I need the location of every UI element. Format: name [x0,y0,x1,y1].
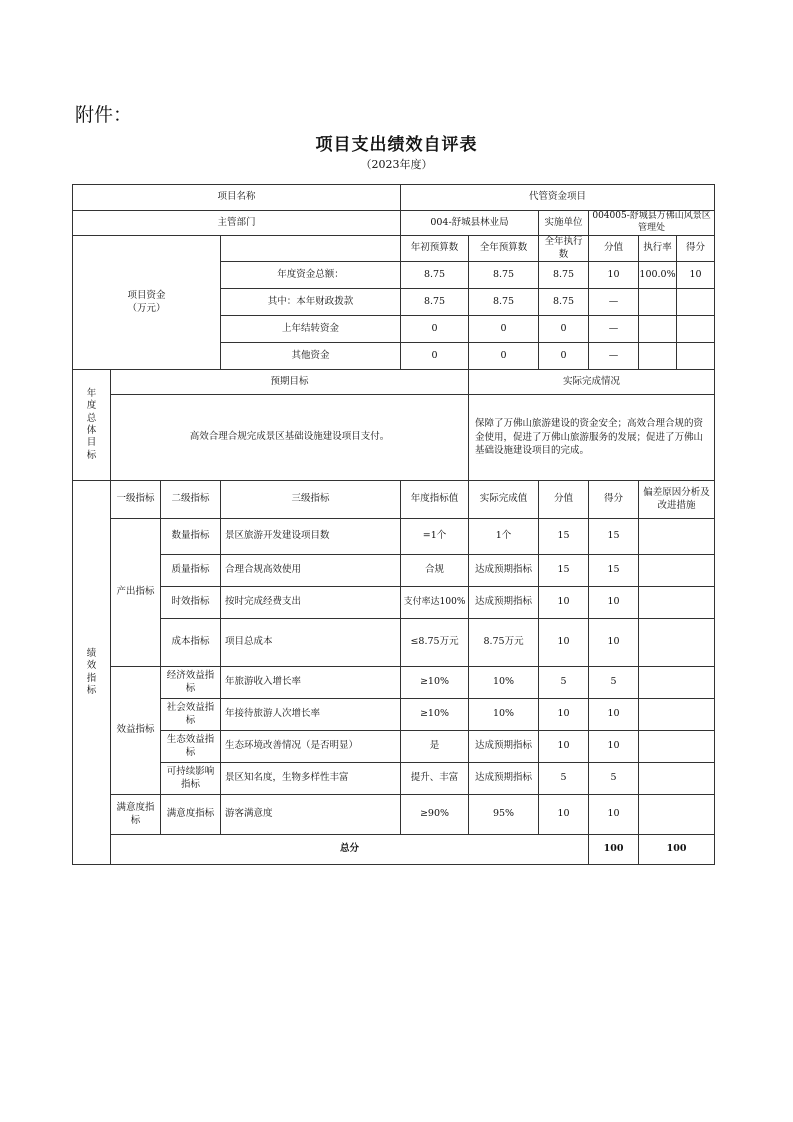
page-title: 项目支出绩效自评表 [315,135,478,155]
performance-char: 绩 [86,647,97,659]
indicator-target: 合规 [401,555,469,587]
funds-cell-pair [639,316,715,343]
indicator-level3: 景区知名度，生物多样性丰富 [221,763,401,795]
indicator-row [73,731,715,763]
indicator-level3: 合理合规高效使用 [221,555,401,587]
header-target: 年度指标值 [401,481,469,519]
indicator-target: ≤8.75万元 [401,619,469,667]
indicator-actual: 10% [469,667,539,699]
indicator-actual: 达成预期指标 [469,731,539,763]
header-score: 得分 [589,481,639,519]
indicator-weight: 10 [539,619,589,667]
performance-header-row [73,481,715,519]
indicator-note [639,519,715,555]
funds-cell: — [589,343,639,370]
funds-row-label: 年度资金总额： [221,262,401,289]
header-level1: 一级指标 [111,481,161,519]
indicator-actual: 10% [469,699,539,731]
header-actual: 实际完成值 [469,481,539,519]
header-level2: 二级指标 [161,481,221,519]
indicator-row [73,619,715,667]
expected-goal-header: 预期目标 [111,370,469,395]
funds-cell-pair [639,289,715,316]
funds-cell: 8.75 [469,262,539,289]
indicator-weight: 5 [539,763,589,795]
funds-row-label: 上年结转资金 [221,316,401,343]
indicator-note [639,619,715,667]
funds-cell: 8.75 [539,289,589,316]
indicator-weight: 10 [539,587,589,619]
funds-cell: 8.75 [469,289,539,316]
total-score: 100 [639,835,715,865]
indicator-level3: 生态环境改善情况（是否明显） [221,731,401,763]
indicator-note [639,587,715,619]
indicator-row [73,763,715,795]
indicator-level3: 年旅游收入增长率 [221,667,401,699]
indicator-target: ≥10% [401,699,469,731]
indicator-score: 10 [589,699,639,731]
indicator-score: 10 [589,619,639,667]
header-level3: 三级指标 [221,481,401,519]
indicator-note [639,699,715,731]
funds-cell: — [589,289,639,316]
annual-goal-char: 年 [86,387,97,399]
performance-char: 标 [86,684,97,696]
indicator-row [73,587,715,619]
indicator-row [73,699,715,731]
funds-header-rate-score [639,236,715,262]
funds-header-initial: 年初预算数 [401,236,469,262]
indicator-note [639,731,715,763]
indicator-level2: 满意度指标 [161,795,221,835]
funds-header-row [73,236,715,262]
annual-goal-char: 标 [86,449,97,461]
indicator-score: 10 [589,731,639,763]
funds-cell [677,343,714,369]
total-label: 总分 [111,835,589,865]
funds-cell [639,289,677,315]
project-name-value: 代管资金项目 [401,185,715,211]
implementing-unit-label: 实施单位 [539,211,589,236]
funds-row-label: 其中：本年财政拨款 [221,289,401,316]
funds-cell: 0 [469,316,539,343]
funds-cell [677,316,714,342]
funds-label-line1: 项目资金 [127,290,166,302]
implementing-unit-value: 004005-舒城县万佛山风景区管理处 [589,211,715,236]
indicator-actual: 达成预期指标 [469,587,539,619]
indicator-row [73,519,715,555]
indicator-level3: 景区旅游开发建设项目数 [221,519,401,555]
indicator-level2: 质量指标 [161,555,221,587]
indicator-note [639,763,715,795]
indicator-level3: 游客满意度 [221,795,401,835]
attachment-label: 附件： [75,104,133,126]
funds-cell [639,316,677,342]
funds-cell: 0 [401,343,469,370]
funds-cell: 8.75 [401,262,469,289]
funds-cell: 0 [469,343,539,370]
indicator-score: 5 [589,667,639,699]
indicator-level3: 按时完成经费支出 [221,587,401,619]
funds-cell: 0 [401,316,469,343]
total-weight: 100 [589,835,639,865]
indicator-actual: 95% [469,795,539,835]
indicator-row [73,795,715,835]
indicator-actual: 1个 [469,519,539,555]
funds-cell-pair [639,343,715,370]
indicator-score: 10 [589,795,639,835]
indicator-weight: 15 [539,555,589,587]
indicator-score: 15 [589,555,639,587]
actual-completion-header: 实际完成情况 [469,370,715,395]
indicator-actual: 8.75万元 [469,619,539,667]
department-label: 主管部门 [73,211,401,236]
annual-goal-content-row [73,395,715,481]
indicator-target: 支付率达100% [401,587,469,619]
expected-goal-text: 高效合理合规完成景区基础设施建设项目支付。 [111,395,469,481]
performance-self-evaluation-table [72,184,715,865]
department-value: 004-舒城县林业局 [401,211,539,236]
indicator-target: =1个 [401,519,469,555]
total-row [73,835,715,865]
performance-label [73,481,111,865]
indicator-level3: 项目总成本 [221,619,401,667]
funds-cell: 10 [689,268,702,280]
level1-satisfaction: 满意度指标 [111,795,161,835]
funds-cell [677,289,714,315]
funds-header-weight: 分值 [589,236,639,262]
indicator-weight: 10 [539,795,589,835]
indicator-target: 是 [401,731,469,763]
annual-goal-header-row [73,370,715,395]
funds-row-label: 其他资金 [221,343,401,370]
funds-header-annual: 全年预算数 [469,236,539,262]
funds-cell: 0 [539,343,589,370]
performance-char: 效 [86,660,97,672]
indicator-level3: 年接待旅游人次增长率 [221,699,401,731]
annual-goal-char: 度 [86,400,97,412]
header-deviation: 偏差原因分析及改进措施 [639,481,715,519]
project-name-label: 项目名称 [73,185,401,211]
indicator-target: ≥10% [401,667,469,699]
funds-cell: 0 [539,316,589,343]
level1-benefit: 效益指标 [111,667,161,795]
indicator-row [73,667,715,699]
indicator-weight: 10 [539,731,589,763]
indicator-level2: 成本指标 [161,619,221,667]
funds-cell-pair [639,262,715,289]
funds-header-score: 得分 [686,242,706,254]
indicator-level2: 经济效益指标 [161,667,221,699]
indicator-score: 5 [589,763,639,795]
indicator-level2: 时效指标 [161,587,221,619]
indicator-level2: 数量指标 [161,519,221,555]
funds-header-blank [221,236,401,262]
annual-goal-label [73,370,111,481]
actual-completion-text: 保障了万佛山旅游建设的资金安全；高效合理合规的资金使用，促进了万佛山旅游服务的发展；促进了万佛山基础设施建设项目的完成。 [469,395,715,481]
annual-goal-char: 目 [86,437,97,449]
level1-output: 产出指标 [111,519,161,667]
project-name-row [73,185,715,211]
indicator-note [639,667,715,699]
indicator-note [639,555,715,587]
indicator-note [639,795,715,835]
indicator-target: ≥90% [401,795,469,835]
funds-cell: 100.0% [639,262,677,288]
funds-cell: — [589,316,639,343]
indicator-weight: 15 [539,519,589,555]
indicator-target: 提升、丰富 [401,763,469,795]
header-weight: 分值 [539,481,589,519]
funds-header-executed: 全年执行数 [539,236,589,262]
indicator-actual: 达成预期指标 [469,555,539,587]
indicator-weight: 10 [539,699,589,731]
indicator-score: 10 [589,587,639,619]
funds-label [73,236,221,370]
page-subtitle: （2023年度） [360,158,433,171]
funds-header-rate: 执行率 [639,236,677,261]
indicator-score: 15 [589,519,639,555]
indicator-level2: 社会效益指标 [161,699,221,731]
indicator-row [73,555,715,587]
funds-cell: 8.75 [539,262,589,289]
annual-goal-char: 体 [86,425,97,436]
indicator-actual: 达成预期指标 [469,763,539,795]
funds-label-line2: （万元） [127,302,166,314]
department-row [73,211,715,236]
funds-cell: 10 [589,262,639,289]
funds-cell [639,343,677,369]
funds-cell: 8.75 [401,289,469,316]
performance-char: 指 [86,672,97,684]
indicator-level2: 生态效益指标 [161,731,221,763]
indicator-weight: 5 [539,667,589,699]
indicator-level2: 可持续影响指标 [161,763,221,795]
annual-goal-char: 总 [86,412,97,424]
